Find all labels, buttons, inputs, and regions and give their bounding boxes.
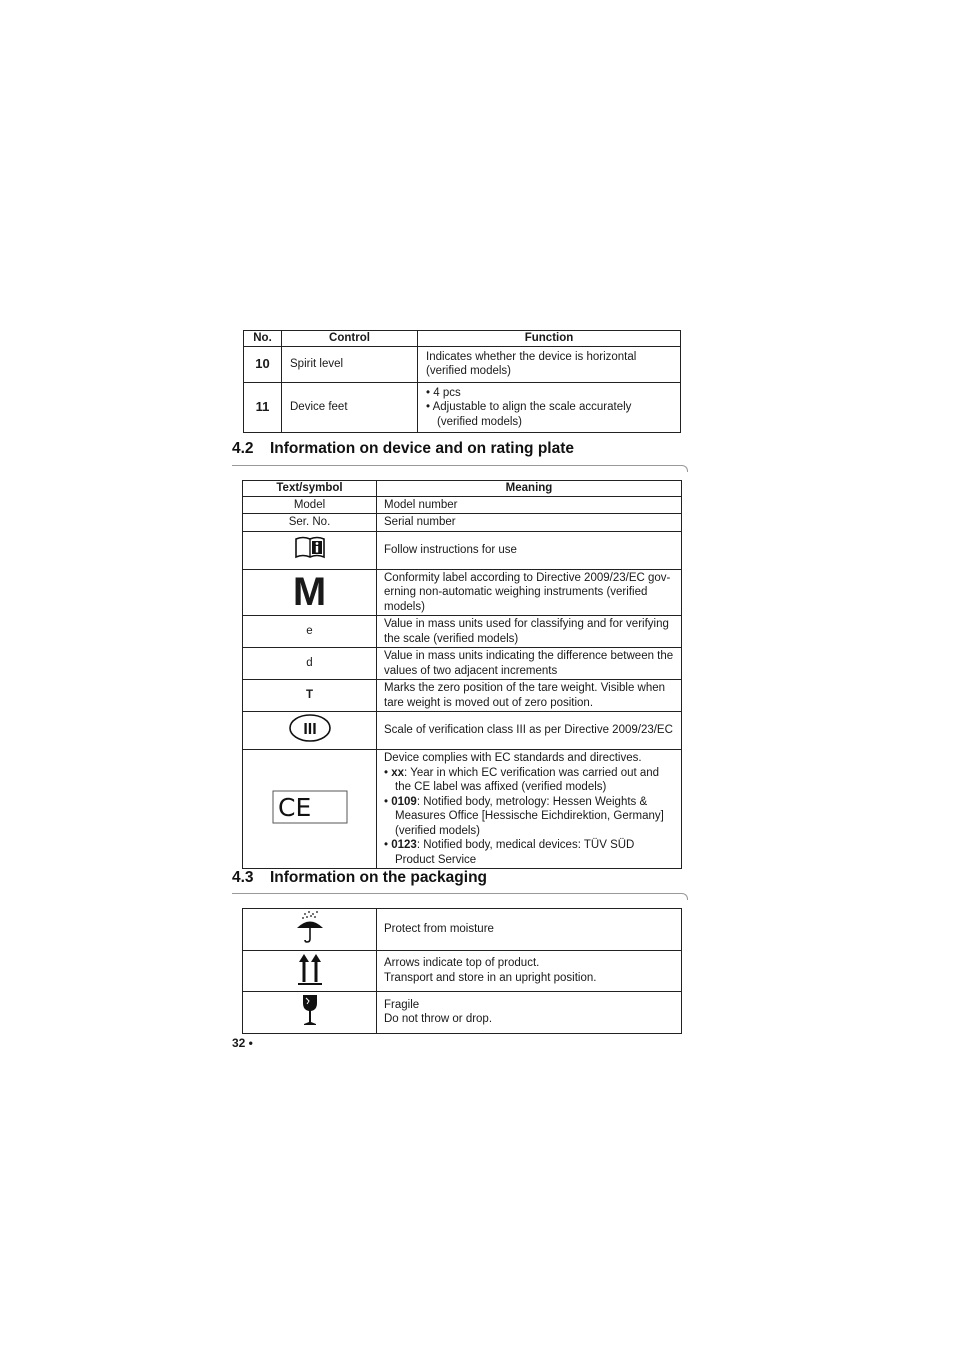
class-iii-label: III xyxy=(302,721,317,739)
packaging-table xyxy=(242,908,682,1034)
symbol-cell xyxy=(243,712,377,750)
control-name: Device feet xyxy=(282,382,418,433)
table-row xyxy=(243,950,682,992)
table-row xyxy=(243,496,682,514)
meaning-text: Marks the zero position of the tare weight. Visible when tare weight is moved out of zero position. xyxy=(377,680,682,712)
list-item: • 0109: Notified body, metrology: Hessen Weights & Measures Office [Hessische Eichdirektion, Germany] (verified models) xyxy=(384,795,664,837)
section-heading-4-3: 4.3 Information on the packaging xyxy=(232,869,488,886)
table-header-row xyxy=(243,481,682,497)
header-control: Control xyxy=(282,331,418,347)
fragile-glass-icon xyxy=(300,993,320,1027)
symbol-cell xyxy=(243,909,377,951)
section-rule xyxy=(232,893,682,894)
row-number: 10 xyxy=(244,346,282,382)
control-function: Indicates whether the device is horizontal (verified models) xyxy=(418,346,681,382)
symbol-cell xyxy=(243,950,377,992)
table-row xyxy=(243,992,682,1034)
header-no: No. xyxy=(244,331,282,347)
meaning-text: Model number xyxy=(377,496,682,514)
symbol-text: e xyxy=(243,616,377,648)
symbol-text: Model xyxy=(243,496,377,514)
symbol-cell xyxy=(243,992,377,1034)
list-item: • xx: Year in which EC verification was carried out and the CE label was affixed (verified models) xyxy=(384,766,660,793)
table-row xyxy=(243,712,682,750)
packaging-meaning: Arrows indicate top of product. Transport and store in an upright position. xyxy=(377,950,682,992)
meaning-text: Value in mass units used for classifying and for verifying the scale (verified models) xyxy=(377,616,682,648)
ce-mark-label: CE xyxy=(277,792,311,822)
bullet-text: 4 pcs xyxy=(433,386,461,399)
header-function: Function xyxy=(418,331,681,347)
table-row xyxy=(243,750,682,869)
page-number: 32 • xyxy=(232,1036,253,1050)
meaning-text: Scale of verification class III as per Directive 2009/23/EC xyxy=(377,712,682,750)
table-row xyxy=(243,648,682,680)
header-meaning: Meaning xyxy=(377,481,682,497)
table-row xyxy=(243,909,682,951)
ce-intro: Device complies with EC standards and directives. xyxy=(384,752,642,764)
metrology-m-symbol: M xyxy=(292,570,327,615)
list-item: • 0123: Notified body, medical devices: TÜV SÜD Product Service xyxy=(384,839,635,866)
meaning-text: Conformity label according to Directive 2009/23/EC gov-erning non-automatic weighing instruments (verified models) xyxy=(377,569,682,616)
table-header-row xyxy=(244,331,681,347)
table-row xyxy=(244,382,681,433)
table-row xyxy=(243,569,682,616)
ce-mark-icon xyxy=(272,790,348,824)
symbol-cell xyxy=(243,569,377,616)
table-row xyxy=(243,680,682,712)
table-row xyxy=(244,346,681,382)
rating-plate-table xyxy=(242,480,682,869)
table-row xyxy=(243,616,682,648)
symbol-text: Ser. No. xyxy=(243,514,377,532)
header-text-symbol: Text/symbol xyxy=(243,481,377,497)
accuracy-class-iii-icon xyxy=(288,713,332,743)
meaning-text: Follow instructions for use xyxy=(377,531,682,569)
this-way-up-arrows-icon xyxy=(298,952,322,986)
section-heading-4-2: 4.2 Information on device and on rating plate xyxy=(232,440,574,457)
umbrella-rain-icon xyxy=(295,910,325,944)
control-name: Spirit level xyxy=(282,346,418,382)
control-function: • 4 pcs • Adjustable to align the scale accurately (verified models) xyxy=(418,382,681,433)
symbol-cell xyxy=(243,750,377,869)
table-row xyxy=(243,531,682,569)
section-rule-tip xyxy=(681,893,688,900)
meaning-text: Serial number xyxy=(377,514,682,532)
bullet-text: Adjustable to align the scale accurately (verified models) xyxy=(432,401,632,428)
packaging-meaning: Protect from moisture xyxy=(377,909,682,951)
section-rule xyxy=(232,465,682,466)
row-number: 11 xyxy=(244,382,282,433)
meaning-text xyxy=(377,750,682,869)
packaging-meaning: Fragile Do not throw or drop. xyxy=(377,992,682,1034)
symbol-text: T xyxy=(243,680,377,712)
symbol-text: d xyxy=(243,648,377,680)
table-row xyxy=(243,514,682,532)
meaning-text: Value in mass units indicating the difference between the values of two adjacent increments xyxy=(377,648,682,680)
section-rule-tip xyxy=(681,465,688,472)
symbol-cell xyxy=(243,531,377,569)
instructions-book-icon xyxy=(294,536,326,560)
controls-table xyxy=(243,330,681,433)
